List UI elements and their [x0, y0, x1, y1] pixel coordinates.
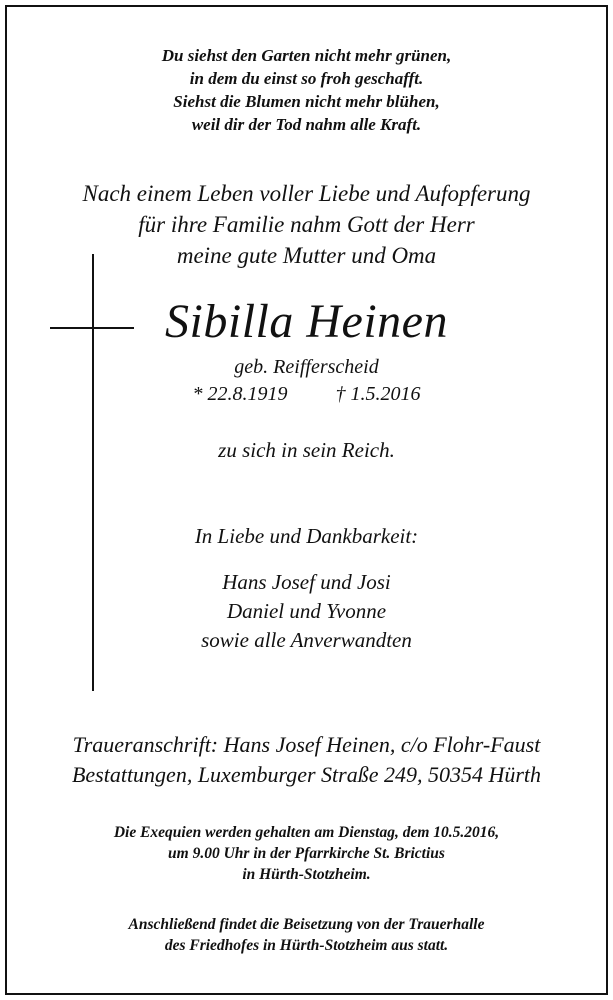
mourner-line: Daniel und Yvonne [226, 599, 387, 623]
birth-date: * 22.8.1919 [192, 383, 288, 405]
poem [0, 44, 613, 136]
thanks-line: In Liebe und Dankbarkeit: [194, 524, 419, 548]
burial-info [0, 914, 613, 956]
intro-line: für ihre Familie nahm Gott der Herr [138, 212, 475, 237]
mourner-line: Hans Josef und Josi [222, 570, 391, 594]
mourning-address [0, 730, 613, 790]
mourners-list [0, 568, 613, 655]
deceased-name: Sibilla Heinen [165, 295, 448, 348]
address-line: Traueranschrift: Hans Josef Heinen, c/o Flohr-Faust [72, 732, 541, 757]
intro-line: meine gute Mutter und Oma [176, 243, 437, 268]
service-line: um 9.00 Uhr in der Pfarrkirche St. Brictius [168, 845, 445, 862]
intro-text [0, 178, 613, 271]
address-line: Bestattungen, Luxemburger Straße 249, 50354 Hürth [71, 762, 542, 787]
mourner-line: sowie alle Anverwandten [201, 628, 412, 652]
service-line: in Hürth-Stotzheim. [242, 866, 371, 883]
poem-line: Du siehst den Garten nicht mehr grünen, [161, 46, 452, 65]
death-date: † 1.5.2016 [335, 383, 421, 405]
maiden-name: geb. Reifferscheid [234, 356, 379, 378]
burial-line: des Friedhofes in Hürth-Stotzheim aus statt. [164, 937, 449, 954]
poem-line: in dem du einst so froh geschafft. [189, 69, 424, 88]
poem-line: weil dir der Tod nahm alle Kraft. [191, 115, 422, 134]
life-dates [0, 380, 613, 408]
burial-line: Anschließend findet die Beisetzung von der Trauerhalle [128, 916, 485, 933]
service-line: Die Exequien werden gehalten am Dienstag, dem 10.5.2016, [113, 824, 500, 841]
poem-line: Siehst die Blumen nicht mehr blühen, [173, 92, 440, 111]
reich-line: zu sich in sein Reich. [218, 438, 395, 462]
intro-line: Nach einem Leben voller Liebe und Aufopferung [82, 181, 531, 206]
service-info [0, 822, 613, 885]
